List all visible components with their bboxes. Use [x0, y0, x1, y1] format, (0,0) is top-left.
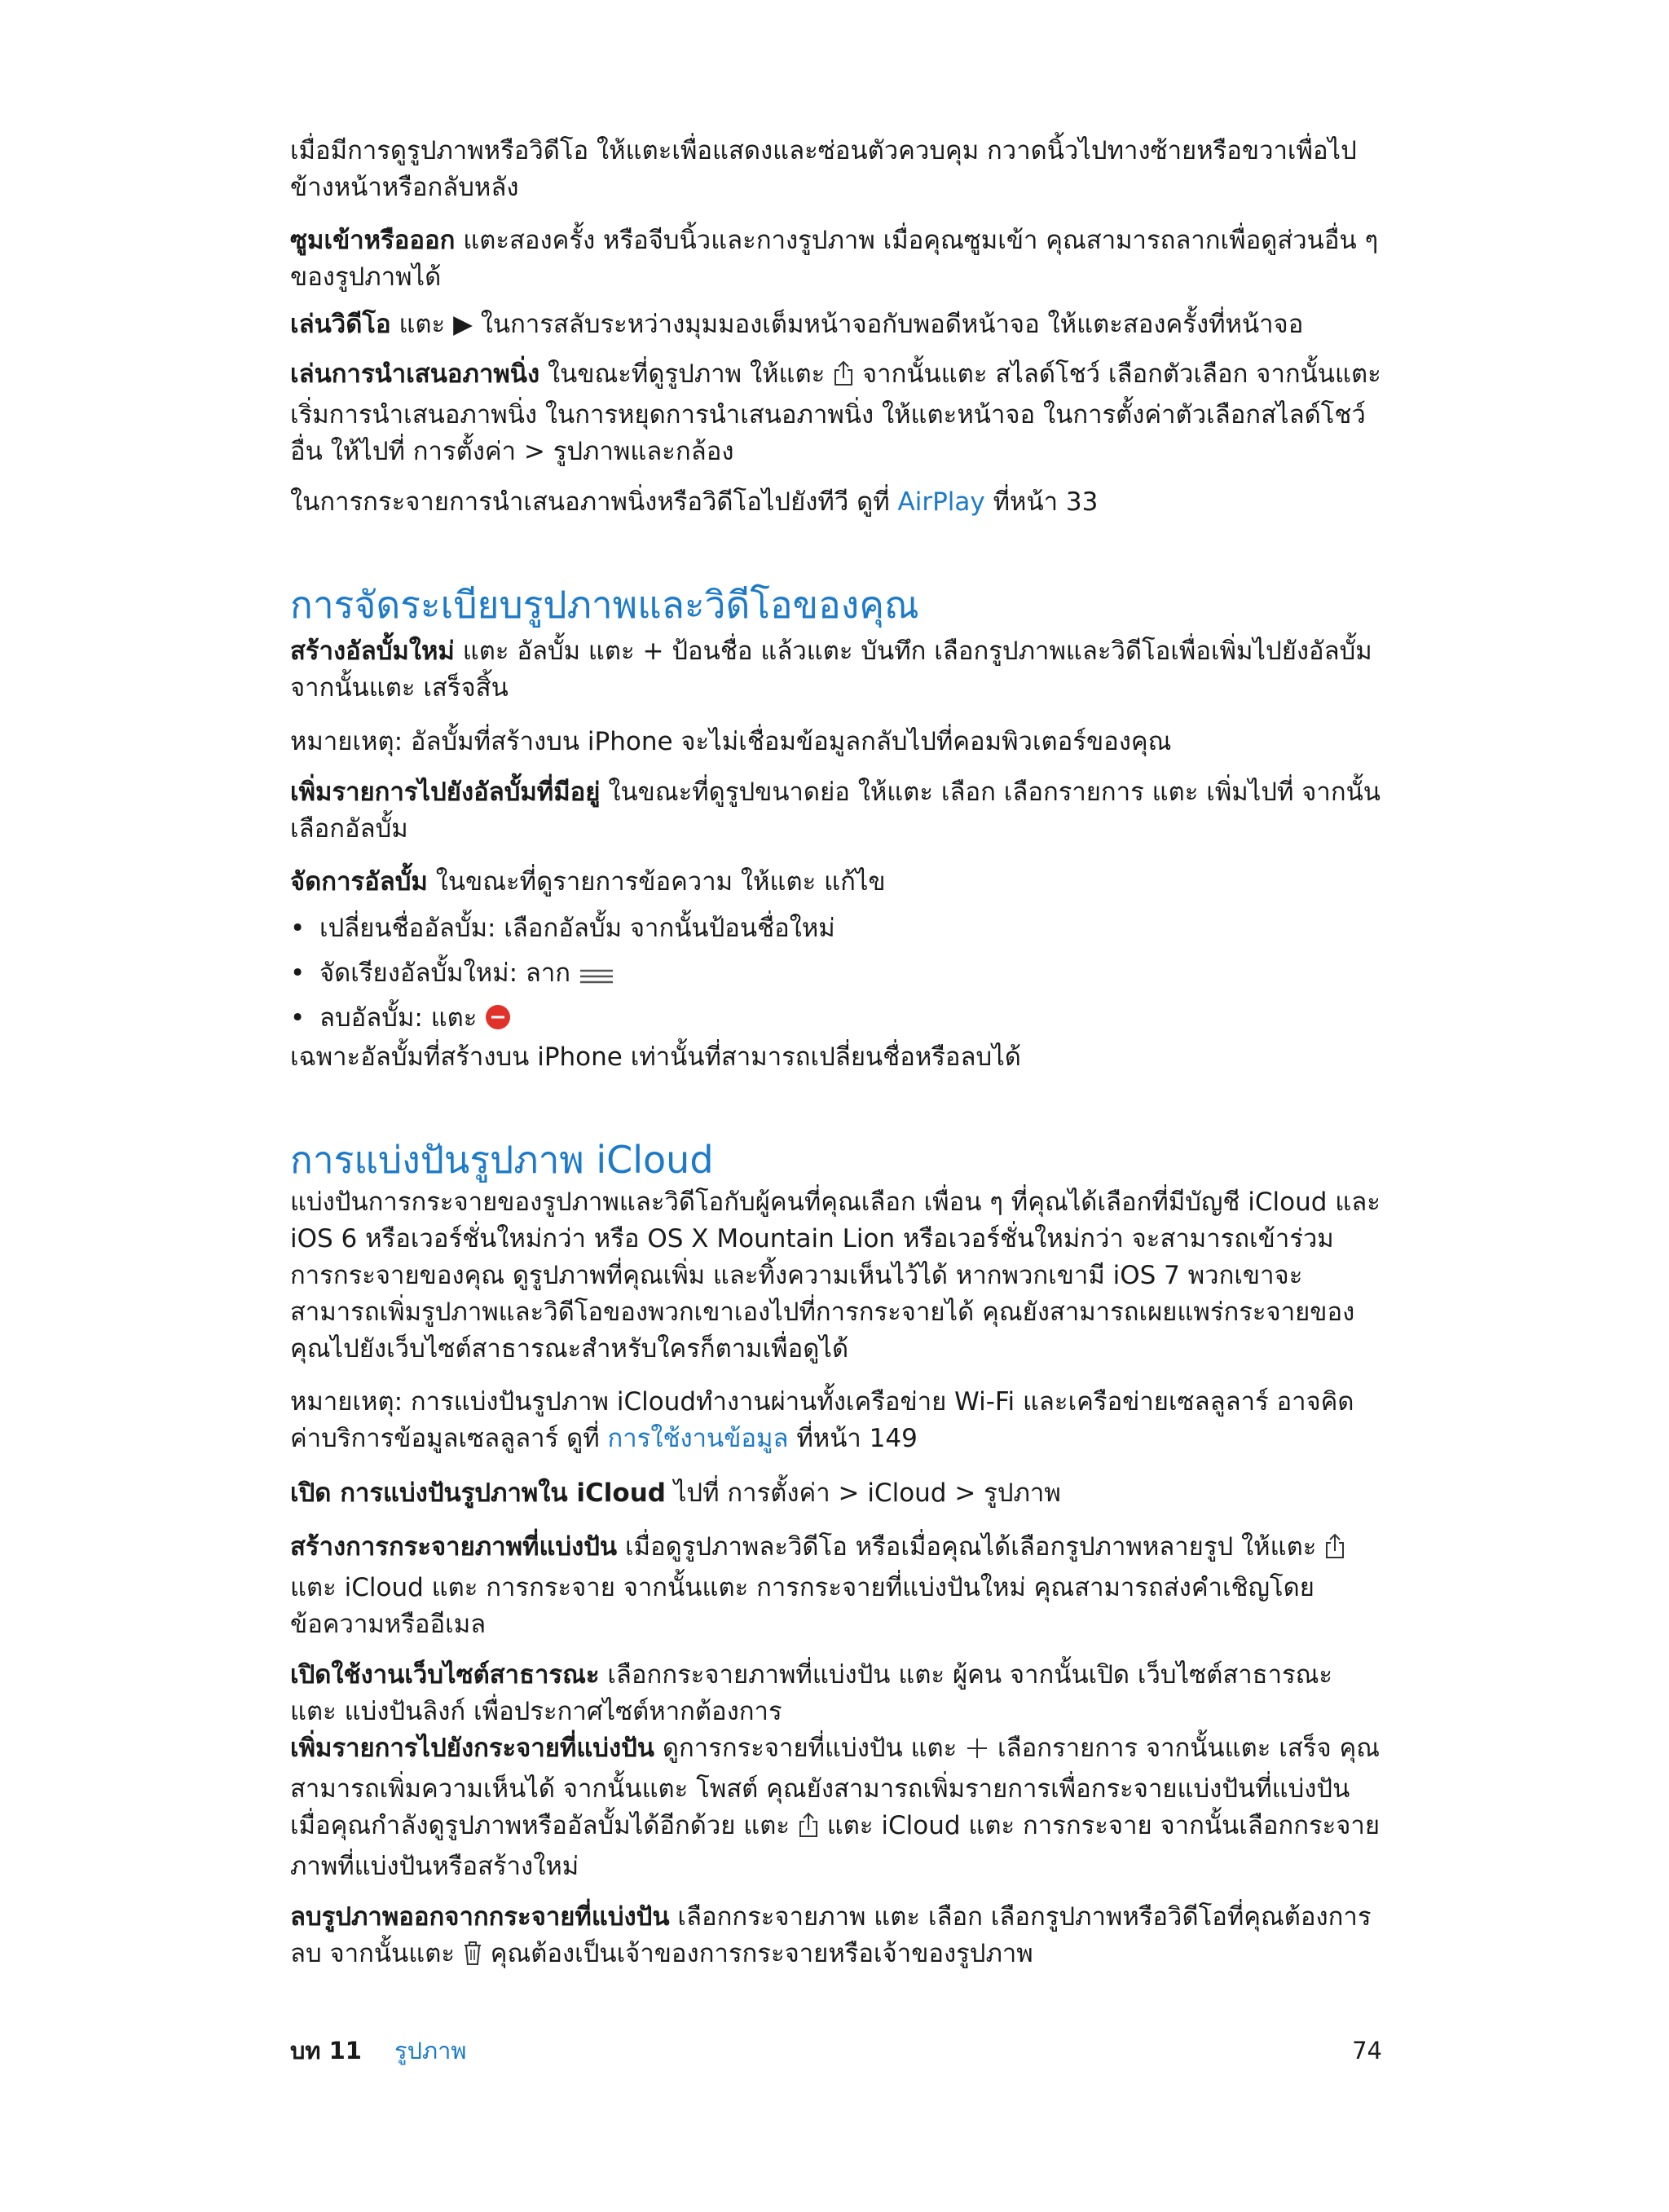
slideshow-paragraph — [290, 356, 1382, 470]
manage-text: ในขณะที่ดูรายการข้อความ ให้แตะ แก้ไข — [427, 867, 886, 897]
new-album-text-b: ป้อนชื่อ แล้วแตะ บันทึก เลือกรูปภาพและวิดีโอเพื่อเพิ่มไปยังอัลบั้ม จากนั้นแตะ เสร็จสิ้น — [290, 637, 1372, 703]
create-stream-lead: สร้างการกระจายภาพที่แบ่งปัน — [290, 1532, 618, 1562]
data-usage-link[interactable]: การใช้งานข้อมูล — [607, 1424, 789, 1453]
add-existing-paragraph — [290, 774, 1382, 848]
create-stream-a: เมื่อดูรูปภาพละวิดีโอ หรือเมื่อคุณได้เลือกรูปภาพหลายรูป ให้แตะ — [617, 1532, 1325, 1562]
add-to-stream-b: เลือกรายการ จากนั้นแตะ เสร็จ คุณสามารถเพิ่มความเห็นได้ จากนั้นแตะ โพสต์ คุณยังสามารถเพิ่มรายการเพื่อกระจายแบ่งปันที่แบ่งปันเมื่อคุณกำลังดูรูปภาพหรืออัลบั้มได้อีกด้วย แตะ — [290, 1734, 1380, 1840]
icloud-note-b: ที่หน้า 149 — [788, 1424, 918, 1453]
public-site-paragraph — [290, 1657, 1382, 1730]
manage-lead: จัดการอัลบั้ม — [290, 867, 428, 897]
airplay-link[interactable]: AirPlay — [897, 487, 985, 517]
only-iphone-note — [290, 1039, 1382, 1076]
new-album-text-a: แตะ อัลบั้ม แตะ — [454, 637, 643, 666]
new-album-paragraph — [290, 633, 1382, 707]
video-lead: เล่นวิดีโอ — [290, 310, 391, 339]
only-iphone-text: เฉพาะอัลบั้มที่สร้างบน iPhone เท่านั้นที่สามารถเปลี่ยนชื่อหรือลบได้ — [290, 1042, 1021, 1072]
video-text-b: ในการสลับระหว่างมุมมองเต็มหน้าจอกับพอดีหน้าจอ ให้แตะสองครั้งที่หน้าจอ — [472, 310, 1304, 339]
add-to-stream-lead: เพิ่มรายการไปยังกระจายที่แบ่งปัน — [290, 1734, 654, 1763]
airplay-text-b: ที่หน้า 33 — [984, 487, 1099, 517]
add-existing-lead: เพิ่มรายการไปยังอัลบั้มที่มีอยู่ — [290, 778, 601, 807]
new-album-lead: สร้างอัลบั้มใหม่ — [290, 637, 455, 666]
public-site-lead: เปิดใช้งานเว็บไซต์สาธารณะ — [290, 1660, 600, 1690]
add-to-stream-c: แตะ iCloud แตะ การกระจาย จากนั้นเลือกกระจายภาพที่แบ่งปันหรือสร้างใหม่ — [290, 1811, 1381, 1881]
manage-paragraph — [290, 864, 1382, 901]
delete-from-stream-a: เลือกกระจายภาพ แตะ เลือก เลือกรูปภาพหรือวิดีโอที่คุณต้องการลบ จากนั้นแตะ — [290, 1902, 1372, 1968]
trash-icon — [463, 1940, 482, 1976]
icloud-on-lead: เปิด การแบ่งปันรูปภาพใน iCloud — [290, 1478, 666, 1508]
share-icon — [798, 1812, 819, 1848]
page-number: 74 — [1352, 2037, 1382, 2064]
icloud-on-paragraph — [290, 1475, 1382, 1512]
icloud-heading: การแบ่งปันรูปภาพ iCloud — [290, 1138, 714, 1182]
icloud-note — [290, 1384, 1382, 1457]
intro-paragraph — [290, 133, 1382, 206]
reorder-icon — [579, 959, 614, 996]
delete-from-stream-paragraph — [290, 1899, 1382, 1976]
slideshow-text-a: ในขณะที่ดูรูปภาพ ให้แตะ — [539, 359, 834, 389]
zoom-text: แตะสองครั้ง หรือจีบนิ้วและกางรูปภาพ เมื่อคุณซูมเข้า คุณสามารถลากเพื่อดูส่วนอื่น ๆ ของรูปภาพได้ — [290, 226, 1379, 292]
organize-note — [290, 724, 1382, 760]
bullet-delete — [290, 1000, 1382, 1041]
icloud-on-text: ไปที่ การตั้งค่า > iCloud > รูปภาพ — [665, 1478, 1061, 1508]
share-icon — [833, 360, 854, 397]
plus-icon — [965, 1734, 989, 1771]
airplay-paragraph — [290, 484, 1382, 521]
delete-from-stream-lead: ลบรูปภาพออกจากกระจายที่แบ่งปัน — [290, 1902, 670, 1932]
plus-icon: + — [642, 637, 664, 666]
add-existing-text: ในขณะที่ดูรูปขนาดย่อ ให้แตะ เลือก เลือกรายการ แตะ เพิ่มไปที่ จากนั้นเลือกอัลบั้ม — [290, 778, 1381, 844]
slideshow-lead: เล่นการนำเสนอภาพนิ่ง — [290, 359, 540, 389]
zoom-lead: ซูมเข้าหรือออก — [290, 226, 456, 255]
add-to-stream-a: ดูการกระจายที่แบ่งปัน แตะ — [654, 1734, 966, 1763]
footer-chapter: บท 11 — [290, 2037, 362, 2064]
delete-from-stream-b: คุณต้องเป็นเจ้าของการกระจายหรือเจ้าของรูปภาพ — [482, 1939, 1033, 1968]
icloud-note-a: หมายเหตุ: การแบ่งปันรูปภาพ iCloudทำงานผ่านทั้งเครือข่าย Wi-Fi และเครือข่ายเซลลูลาร์ อาจคิดค่าบริการข้อมูลเซลลูลาร์ ดูที่ — [290, 1387, 1354, 1453]
bullet-mark: • — [290, 914, 306, 943]
organize-heading: การจัดระเบียบรูปภาพและวิดีโอของคุณ — [290, 583, 919, 627]
create-stream-b: แตะ iCloud แตะ การกระจาย จากนั้นแตะ การกระจายที่แบ่งปันใหม่ คุณสามารถส่งคำเชิญโดยข้อความหรืออีเมล — [290, 1573, 1315, 1639]
share-icon — [1324, 1533, 1345, 1570]
bullet-rename-text: เปลี่ยนชื่ออัลบั้ม: เลือกอัลบั้ม จากนั้นป้อนชื่อใหม่ — [319, 914, 835, 943]
slideshow-text-b: จากนั้นแตะ สไลด์โชว์ เลือกตัวเลือก จากนั้นแตะ เริ่มการนำเสนอภาพนิ่ง ในการหยุดการนำเสนอภาพนิ่ง ให้แตะหน้าจอ ในการตั้งค่าตัวเลือกสไลด์โชว์อื่น ให้ไปที่ การตั้งค่า > รูปภาพและกล้อง — [290, 359, 1381, 466]
bullet-reorder-text: จัดเรียงอัลบั้มใหม่: ลาก — [319, 958, 579, 988]
footer-chapter-title[interactable]: รูปภาพ — [394, 2037, 467, 2064]
video-paragraph — [290, 306, 1382, 343]
play-icon: ▶ — [453, 310, 473, 339]
video-text-a: แตะ — [390, 310, 454, 339]
bullet-rename — [290, 910, 1382, 947]
public-site-text: เลือกกระจายภาพที่แบ่งปัน แตะ ผู้คน จากนั้นเปิด เว็บไซต์สาธารณะ แตะ แบ่งปันลิงก์ เพื่อประกาศไซต์หากต้องการ — [290, 1660, 1333, 1726]
icloud-intro-text: แบ่งปันการกระจายของรูปภาพและวิดีโอกับผู้คนที่คุณเลือก เพื่อน ๆ ที่คุณได้เลือกที่มีบัญชี iCloud และ iOS 6 หรือเวอร์ชั่นใหม่กว่า หรือ OS X Mountain Lion หรือเวอร์ชั่นใหม่กว่า จะสามารถเข้าร่วมการกระจายของคุณ ดูรูปภาพที่คุณเพิ่ม และทิ้งความเห็นไว้ได้ หากพวกเขามี iOS 7 พวกเขาจะสามารถเพิ่มรูปภาพและวิดีโอของพวกเขาเองไปที่การกระจายได้ คุณยังสามารถเผยแพร่กระจายของคุณไปยังเว็บไซต์สาธารณะสำหรับใครก็ตามเพื่อดูได้ — [290, 1188, 1381, 1364]
delete-circle-icon — [485, 1004, 511, 1041]
bullet-mark: • — [290, 1003, 306, 1033]
icloud-intro — [290, 1184, 1382, 1368]
bullet-reorder — [290, 955, 1382, 996]
bullet-delete-text: ลบอัลบั้ม: แตะ — [319, 1003, 486, 1033]
bullet-mark: • — [290, 958, 306, 988]
create-stream-paragraph — [290, 1529, 1382, 1643]
organize-note-text: หมายเหตุ: อัลบั้มที่สร้างบน iPhone จะไม่เชื่อมข้อมูลกลับไปที่คอมพิวเตอร์ของคุณ — [290, 727, 1172, 756]
zoom-paragraph — [290, 223, 1382, 296]
airplay-text-a: ในการกระจายการนำเสนอภาพนิ่งหรือวิดีโอไปยังทีวี ดูที่ — [290, 487, 898, 517]
intro-text: เมื่อมีการดูรูปภาพหรือวิดีโอ ให้แตะเพื่อแสดงและซ่อนตัวควบคุม กวาดนิ้วไปทางซ้ายหรือขวาเพื่อไปข้างหน้าหรือกลับหลัง — [290, 136, 1357, 202]
add-to-stream-paragraph — [290, 1730, 1382, 1885]
